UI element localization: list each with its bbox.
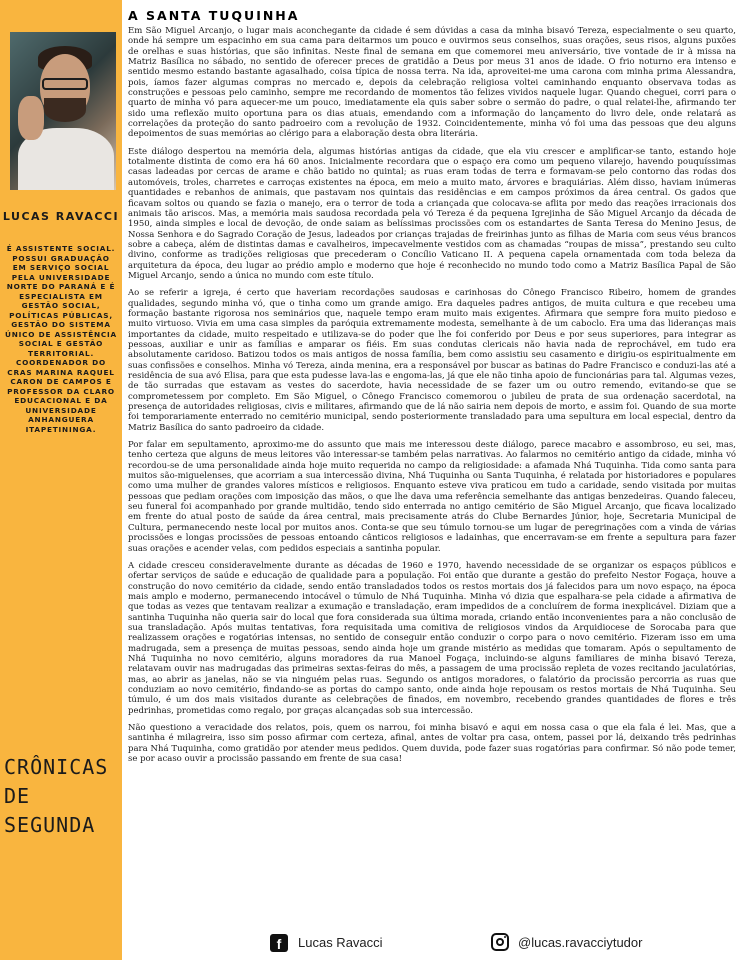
article-paragraph-3: Ao se referir a igreja, é certo que haveriam recordações saudosas e carinhosas do Cônego Francisco Ribeiro, homem de grandes qualidades, segundo minha vó, que o tinha como um grande amigo. Era daqueles padres antigos, de muita cultura e que recebeu uma formação bastante rigorosa nos seminários que, naquele tempo eram muito mais exigentes. Afirmara que sempre fora muito piedoso e muito virtuoso. Vivia em uma casa simples da paróquia extremamente modesta, semelhante à de um caboclo. Era uma das lideranças mais importantes da cidade, muito respeitado e utilizava-se do poder que lhe foi conferido por Deus e por seus superiores, para integrar as pessoas, auxiliar e unir as famílias e amparar os fiéis. Em suas condutas clericais não havia nada de reprochável, em tudo era absolutamente caridoso. Batizou todos os mais antigos de nossa família, bem como assistiu seu casamento e dirigiu-os espiritualmente em suas confissões e conselhos. Minha vó Tereza, ainda menina, era a responsável por buscar as batinas do Padre Francisco e conduzi-las até a residência de sua avó Elisa, para que esta pudesse lava-las e engoma-las, já que ele não tinha apoio de funcionárias para tal. Algumas vezes, de tão surradas que estavam as vestes do sacerdote, havia necessidade de se fazer um ou outro remendo, evitando-se que se comprometessem por completo. Em São Miguel, o Cônego Francisco comemorou o jubileu de prata de sua ordenação sacerdotal, na presença de autoridades religiosas, civis e militares, afirmando que de lá não sairia nem depois de morto, e assim foi. Quando de sua morte foi temporariamente enterrado no cemitério municipal, sendo posteriormente transladado para uma sepultura em local especial, dentro da Matriz Basílica do santo padroeiro da cidade. [128,288,736,433]
article-title: A SANTA TUQUINHA [128,8,300,23]
article-paragraph-5: A cidade cresceu consideravelmente durante as décadas de 1960 e 1970, havendo necessidade de se organizar os espaços públicos e ofertar serviços de saúde e educação de qualidade para a população. Foi então que durante a gestão do prefeito Nestor Fogaça, houve a construção do novo cemitério da cidade, sendo então transladados todos os restos mortais dos já falecidos para um novo espaço, na época mais amplo e moderno, permanecendo intocável o túmulo de Nhá Tuquinha. Minha vó dizia que espalhara-se pela cidade a afirmativa de que todas as vezes que tentavam realizar a exumação e transladação, eram impedidos de a concluírem de forma inexplicável. Diziam que a santinha Tuquinha não queria sair do local que fora considerada sua última morada, criando então inconvenientes para a não conclusão de sua transladação. Após muitas tentativas, fora requisitada uma comitiva de religiosos vindos da Arquidiocese de Sorocaba para que realizassem orações e rogatórias intensas, no sentido de conseguir então conduzir o corpo para o novo cemitério. Fizeram isso em uma madrugada, sem a presença de muitas pessoas, sendo ainda hoje um grande mistério as medidas que tomaram. Após o sepultamento de Nhá Tuquinha no novo cemitério, alguns moradores da rua Manoel Fogaça, incluindo-se alguns familiares de minha bisavó Tereza, relatavam ouvir nas madrugadas das primeiras sextas-feiras do mês, a passagem de uma procissão repleta de vozes recitando jaculatórias, mas, ao abrir as janelas, não se via ninguém pelas ruas. Segundo os antigos moradores, o falatório da procissão percorria as ruas que conduziam ao novo cemitério, findando-se as portas do campo santo, onde ainda hoje repousam os restos mortais de Nhá Tuquinha. Seu túmulo, é um dos mais visitados durante as celebrações de finados, em novembro, recebendo grandes quantidades de flores e três pedrinhas, prometidas como regalo, por graças alcançadas sob sua intercessão. [128,560,736,716]
author-photo [10,32,116,190]
article-paragraph-1: Em São Miguel Arcanjo, o lugar mais aconchegante da cidade é sem dúvidas a casa da minha bisavó Tereza, especialmente o seu quarto, onde há sempre um espacinho em sua cama para deitarmos um pouco e ouvirmos seus conselhos, suas orações, seus risos, alguns puxões de orelhas e suas histórias, que são infinitas. Neste final de semana em que comemorei meu aniversário, tive vontade de ir à missa na Matriz Basílica no sábado, no sentido de oferecer preces de gratidão a Deus por meus 31 anos de idade. O frio noturno era intenso e sentido mesmo estando bastante agasalhado, coisa típica de nossa terra. Na ida, aproveitei-me uma carona com minha prima Alessandra, pois, íamos fazer algumas compras no mercado e, depois da celebração religiosa voltei caminhando enquanto observava todas as construções e pessoas pelo caminho, sempre me recordando de momentos tão felizes vividos naquele lugar. Quando cheguei, corri para o quarto de minha vó para aquecer-me um pouco, imediatamente ela quis saber sobre o sermão do padre, o qual relatei-lhe, afirmando ter sido uma reflexão muito oportuna para os dias atuais, emendando com a informação do lançamento do livro dele, onde relatará as correlações da proteção do santo padroeiro com a revolução de 1932. Coincidentemente, minha vó foi uma das pessoas que deu alguns depoimentos de suas memórias ao clérigo para a elaboração desta obra literária. [128,26,736,140]
author-name: LUCAS RAVACCI [2,210,120,223]
article-paragraph-6: Não questiono a veracidade dos relatos, pois, quem os narrou, foi minha bisavó e aqui em nossa casa o que ela fala é lei. Mas, que a santinha é milagreira, isso sim posso afirmar com certeza, afinal, antes de voltar pra casa, ontem, passei por lá, deixando três pedrinhas para Nhá Tuquinha, como gratidão por atender meus pedidos. Quem duvida, pode fazer suas rogatórias para confirmar. Só não pode temer, se por acaso ouvir a procissão passando em frente de sua casa! [128,723,736,765]
author-bio: É ASSISTENTE SOCIAL. POSSUI GRADUAÇÃO EM SERVIÇO SOCIAL PELA UNIVERSIDADE NORTE DO PARANÁ E É ESPECIALISTA EM GESTÃO SOCIAL, POLÍTICAS PÚBLICAS, GESTÃO DO SISTEMA ÚNICO DE ASSISTÊNCIA SOCIAL E GESTÃO TERRITORIAL. COORDENADOR DO CRAS MARINA RAQUEL CARON DE CAMPOS E PROFESSOR DA CLARO EDUCACIONAL E DA UNIVERSIDADE ANHANGUERA ITAPETININGA. [4,244,117,434]
author-sidebar [0,0,122,960]
column-title: CRÔNICAS DE SEGUNDA [4,755,109,837]
article-paragraph-4: Por falar em sepultamento, aproximo-me do assunto que mais me interessou deste diálogo, parece macabro e assombroso, eu sei, mas, tenho certeza que alguns de meus leitores vão interessar-se também pelas narrativas. Ao falarmos no cemitério antigo da cidade, minha vó recordou-se de uma personalidade ainda hoje muito requerida no campo da religiosidade: a afamada Nhá Tuquinha. Tida como santa para muitos são-miguelenses, que acorriam a sua intercessão divina, Nhá Tuquinha ou Santa Tuquinha, é relatada por historiadores e populares como uma mulher de grandes valores místicos e religiosos. Enquanto esteve viva praticou em tudo a caridade, sendo visitada por muitas pessoas que pediam orações com imposição das mãos, o que lhe dava uma referência semelhante das antigas benzedeiras. Quando faleceu, seu funeral foi acompanhado por grande multidão, tendo sido enterrada no antigo cemitério de São Miguel Arcanjo, que ficava localizado em frente do atual posto de saúde da área central, mais precisamente atrás do Clube Bernardes Júnior, hoje, Secretaria Municipal de Cultura, permanecendo neste local por muitos anos. Conta-se que seu túmulo tornou-se um lugar de peregrinações com a vinda de várias procissões e longas procissões de pessoas entoando cânticos religiosos e ladainhas, que encerravam-se em frente a sepultura para fazer suas orações e acender velas, com pedidos especiais a santinha popular. [128,440,736,554]
article-paragraph-2: Este diálogo despertou na memória dela, algumas histórias antigas da cidade, que ela viu crescer e amplificar-se tanto, estando hoje totalmente distinta de como era há 60 anos. Inicialmente recordara que o espaço era como um pequeno vilarejo, havendo pouquíssimas casas ladeadas por cercas de arame e chão batido no quintal; as ruas eram todas de terra e formavam-se pelo contorno das rodas dos automóveis, troles, charretes e carroças existentes na época, em meio a muito mato, árvores e braquiárias. Além disso, haviam inúmeras quantidades e rebanhos de animais, que pastavam nos quintais das residências e em campos próximos da área central. Os gados que ficavam soltos ou quando se fazia o manejo, era o terror de toda a criançada que colocava-se aflita por medo das reações irracionais dos animais tão ariscos. Mas, a memória mais saudosa recordada pela vó Tereza é da pequena Igrejinha de São Miguel Arcanjo da década de 1950, ainda simples e local de devoção, de onde saiam as belíssimas procissões com os estandartes de Santa Teresa do Menino Jesus, de Nossa Senhora e do Sagrado Coração de Jesus, ladeados por crianças trajadas de freirinhas junto as filhas de Maria com seus véus brancos sobre a cabeça, além de distintas damas e cavalheiros, impecavelmente vestidos com as chamadas “roupas de missa”, prestando seu culto divino, conforme as tradições religiosas que precederam o Concílio Vaticano II. A pequena capela ornamentada com toda beleza da arquitetura da época, deu lugar ao prédio amplo e moderno que hoje é reconhecido no mundo todo como a Matriz Basílica Papal de São Miguel Arcanjo, sendo a única no mundo com este título. [128,146,736,281]
instagram-icon[interactable] [491,933,509,951]
article [128,8,736,771]
facebook-link[interactable]: Lucas Ravacci [298,935,383,950]
instagram-link[interactable]: @lucas.ravacciytudor [518,935,643,950]
footer [270,932,742,956]
facebook-icon[interactable]: f [270,934,288,952]
